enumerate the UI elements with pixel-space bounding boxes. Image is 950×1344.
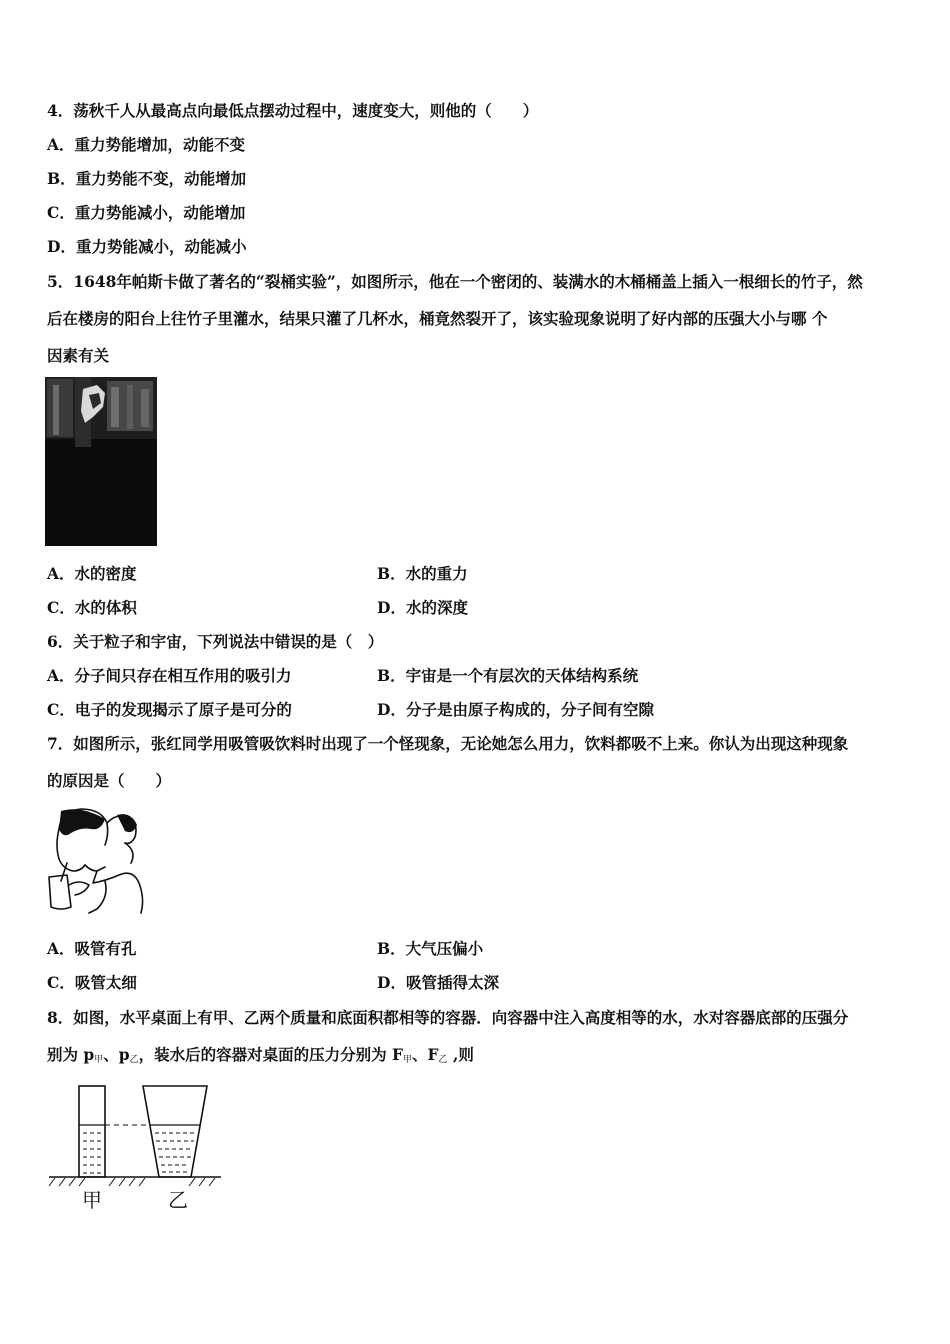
q6-option-b: B．宇宙是一个有层次的天体结构系统 [377,666,639,685]
q5-stem-line-3: 因素有关 [47,346,110,365]
containers-diagram [45,1077,227,1213]
container-label-jia: 甲 [82,1188,102,1212]
q4-stem: 4．荡秋千人从最高点向最低点摆动过程中，速度变大，则他的（ ） [47,101,539,120]
q6-option-c: C．电子的发现揭示了原子是可分的 [47,700,292,719]
girl-drinking-straw-illustration [45,805,147,915]
q5-stem-line-1: 5．1648年帕斯卡做了著名的“裂桶实验”，如图所示，他在一个密闭的、装满水的木桶桶盖上插入一根细长的竹子，然 [47,272,863,291]
q5-option-a: A．水的密度 [47,564,137,583]
q7-option-d: D．吸管插得太深 [377,973,499,992]
q8-stem-line-1: 8．如图，水平桌面上有甲、乙两个质量和底面积都相等的容器．向容器中注入高度相等的水，水对容器底部的压强分 [47,1008,849,1027]
q4-option-b: B．重力势能不变，动能增加 [47,169,247,188]
container-label-yi: 乙 [168,1188,188,1212]
q6-option-a: A．分子间只存在相互作用的吸引力 [47,666,292,685]
barrel-experiment-photo [45,377,157,546]
q7-option-a: A．吸管有孔 [47,939,137,958]
q6-stem: 6．关于粒子和宇宙，下列说法中错误的是（ ） [47,632,384,651]
q7-option-b: B．大气压偏小 [377,939,484,958]
q8-stem-line-2: 别为 $p_甲$、$p_乙$，装水后的容器对桌面的压力分别为 $F_甲$、$F_乙$ ,则 [47,1045,474,1065]
q7-stem-line-2: 的原因是（ ） [47,771,172,790]
q5-stem-line-2: 后在楼房的阳台上往竹子里灌水，结果只灌了几杯水，桶竟然裂开了，该实验现象说明了好内部的压强大小与哪 个 [47,309,828,328]
q5-option-d: D．水的深度 [377,598,468,617]
q4-option-a: A．重力势能增加，动能不变 [47,135,246,154]
q5-option-c: C．水的体积 [47,598,137,617]
q6-option-d: D．分子是由原子构成的，分子间有空隙 [377,700,654,719]
q7-option-c: C．吸管太细 [47,973,137,992]
q4-option-d: D．重力势能减小，动能减小 [47,237,247,256]
q5-option-b: B．水的重力 [377,564,468,583]
q7-stem-line-1: 7．如图所示，张红同学用吸管吸饮料时出现了一个怪现象，无论她怎么用力，饮料都吸不上来。你认为出现这种现象 [47,734,849,753]
q4-option-c: C．重力势能减小，动能增加 [47,203,246,222]
